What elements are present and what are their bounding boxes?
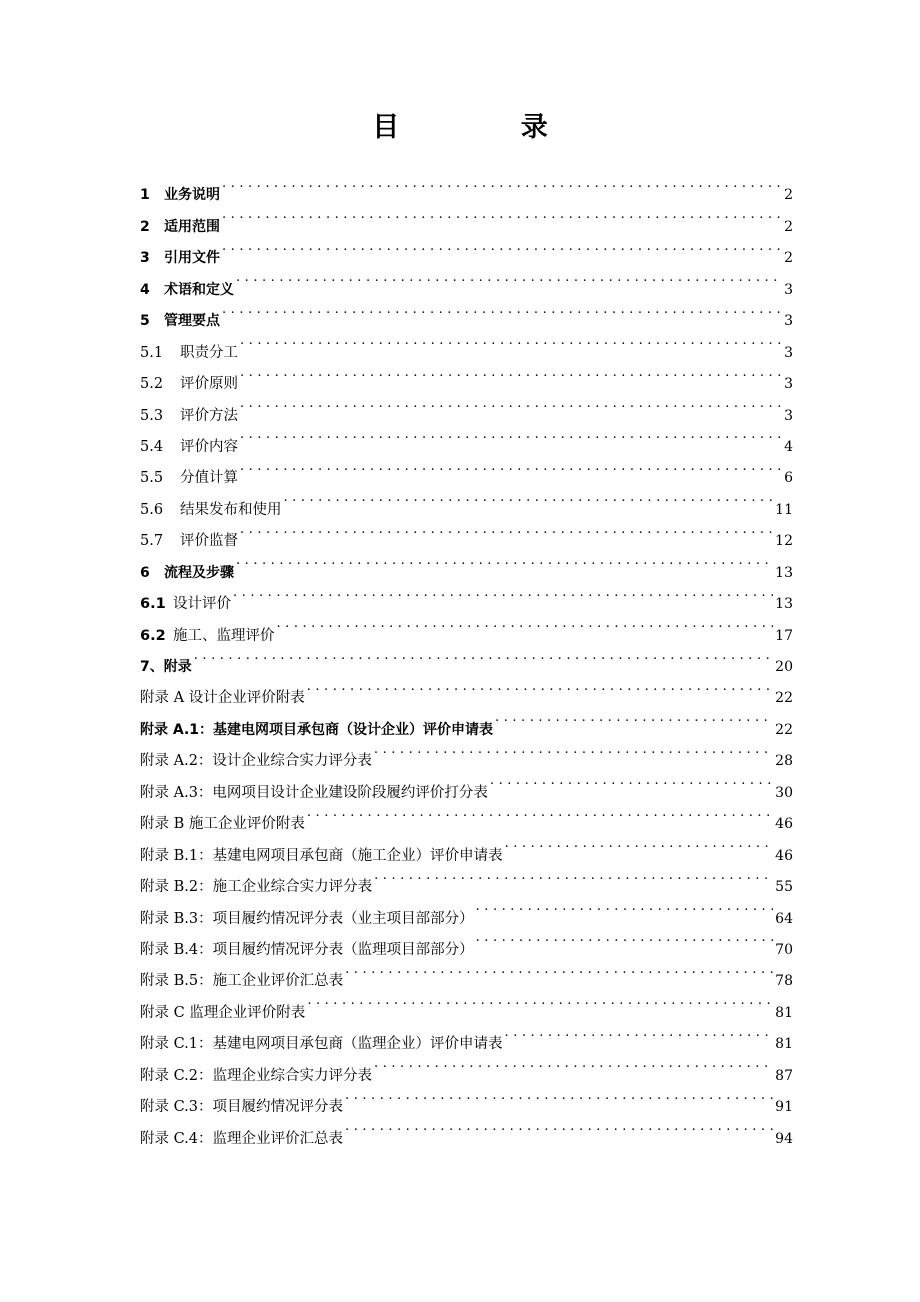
toc-entry-label: 附录 C 监理企业评价附表	[140, 1004, 306, 1021]
toc-dot-leader	[236, 262, 782, 293]
toc-entry-label: 附录 A.3：电网项目设计企业建设阶段履约评价打分表	[140, 784, 488, 801]
toc-entry[interactable]	[140, 168, 793, 204]
toc-entry-page-number: 28	[775, 753, 793, 770]
toc-entry-number: 4	[140, 281, 150, 298]
toc-entry-page-number: 2	[784, 187, 793, 204]
toc-entry[interactable]	[140, 294, 793, 330]
toc-entry-label: 附录 B 施工企业评价附表	[140, 816, 305, 833]
toc-dot-leader	[495, 702, 773, 733]
toc-dot-leader	[240, 388, 782, 419]
toc-dot-leader	[277, 608, 774, 639]
toc-dot-leader	[240, 514, 773, 545]
toc-entry-number: 3	[140, 250, 150, 267]
toc-entry[interactable]	[140, 608, 793, 644]
toc-entry-page-number: 6	[784, 470, 793, 487]
toc-entry-label: 附录 B.1：基建电网项目承包商（施工企业）评价申请表	[140, 847, 503, 864]
toc-entry-label: 评价原则	[180, 376, 238, 393]
toc-dot-leader	[222, 294, 782, 325]
toc-dot-leader	[345, 954, 773, 985]
toc-entry-label: 附录 C.3：项目履约情况评分表	[140, 1099, 344, 1116]
toc-entry-page-number: 94	[775, 1130, 793, 1147]
toc-entry-page-number: 81	[775, 1004, 793, 1021]
toc-entry-label: 职责分工	[180, 344, 238, 361]
toc-entry-label: 附录 B.3：项目履约情况评分表（业主项目部部分）	[140, 910, 474, 927]
toc-entry-label: 附录 B.5：施工企业评价汇总表	[140, 973, 344, 990]
toc-entry-label: 引用文件	[164, 250, 220, 267]
toc-dot-leader	[374, 734, 773, 765]
toc-entry-page-number: 30	[775, 784, 793, 801]
toc-dot-leader	[345, 1080, 773, 1111]
toc-dot-leader	[374, 860, 773, 891]
toc-entry-page-number: 81	[775, 1036, 793, 1053]
toc-entry-label: 管理要点	[164, 313, 220, 330]
toc-entry-page-number: 4	[784, 438, 793, 455]
toc-entry-number: 5.2	[140, 376, 164, 393]
toc-entry-label: 附录 C.1：基建电网项目承包商（监理企业）评价申请表	[140, 1036, 503, 1053]
toc-entry-page-number: 2	[784, 218, 793, 235]
toc-entry-page-number: 3	[784, 313, 793, 330]
toc-dot-leader	[505, 1017, 774, 1048]
toc-entry-label: 适用范围	[164, 218, 220, 235]
toc-dot-leader	[233, 577, 773, 608]
toc-entry-label: 附录 C.4：监理企业评价汇总表	[140, 1130, 344, 1147]
toc-entry-number: 1	[140, 187, 150, 204]
toc-entry-page-number: 78	[775, 973, 793, 990]
toc-entry-number: 6.2	[140, 627, 166, 644]
toc-dot-leader	[505, 828, 774, 859]
toc-dot-leader	[476, 891, 774, 922]
toc-entry[interactable]	[140, 231, 793, 267]
toc-dot-leader	[194, 640, 773, 671]
toc-entry-page-number: 64	[775, 910, 793, 927]
toc-dot-leader	[307, 671, 773, 702]
toc-entry-label: 评价方法	[180, 407, 238, 424]
page-title: 目 录	[372, 112, 604, 143]
table-of-contents	[140, 168, 793, 1147]
toc-entry[interactable]	[140, 262, 793, 298]
toc-entry-number: 5	[140, 313, 150, 330]
toc-entry-page-number: 3	[784, 376, 793, 393]
toc-entry-page-number: 17	[775, 627, 793, 644]
toc-entry[interactable]	[140, 577, 793, 613]
toc-entry-page-number: 3	[784, 281, 793, 298]
toc-dot-leader	[240, 325, 782, 356]
toc-dot-leader	[240, 451, 782, 482]
toc-dot-leader	[490, 765, 773, 796]
toc-entry-number: 5.3	[140, 407, 164, 424]
toc-dot-leader	[222, 231, 782, 262]
toc-entry-number: 5.5	[140, 470, 164, 487]
toc-entry-number: 6	[140, 564, 150, 581]
toc-dot-leader	[222, 199, 782, 230]
toc-entry-label: 7、附录	[140, 659, 192, 675]
toc-entry[interactable]	[140, 325, 793, 361]
toc-entry-label: 附录 A 设计企业评价附表	[140, 690, 305, 707]
toc-entry-number: 2	[140, 218, 150, 235]
toc-entry-page-number: 22	[775, 690, 793, 707]
toc-dot-leader	[345, 1111, 773, 1142]
toc-entry-label: 附录 C.2：监理企业综合实力评分表	[140, 1067, 373, 1084]
toc-entry-label: 分值计算	[180, 470, 238, 487]
toc-entry-page-number: 91	[775, 1099, 793, 1116]
toc-entry-page-number: 20	[775, 659, 793, 675]
toc-dot-leader	[240, 357, 782, 388]
toc-entry-page-number: 11	[775, 501, 793, 518]
toc-entry-label: 附录 B.4：项目履约情况评分表（监理项目部部分）	[140, 941, 474, 958]
toc-dot-leader	[240, 420, 782, 451]
toc-entry-page-number: 22	[775, 721, 793, 738]
toc-dot-leader	[307, 797, 773, 828]
toc-entry-page-number: 46	[775, 816, 793, 833]
toc-entry-label: 术语和定义	[164, 281, 234, 298]
toc-entry-label: 附录 B.2：施工企业综合实力评分表	[140, 879, 373, 896]
toc-dot-leader	[476, 923, 774, 954]
toc-entry[interactable]	[140, 545, 793, 581]
toc-entry-number: 5.6	[140, 501, 164, 518]
toc-entry[interactable]	[140, 640, 793, 675]
toc-entry-page-number: 13	[775, 596, 793, 613]
toc-entry-page-number: 13	[775, 564, 793, 581]
toc-dot-leader	[374, 1048, 773, 1079]
toc-entry-label: 设计评价	[173, 596, 231, 613]
toc-entry-label: 附录 A.2：设计企业综合实力评分表	[140, 753, 372, 770]
toc-entry-label: 业务说明	[164, 187, 220, 204]
toc-dot-leader	[222, 168, 782, 199]
toc-entry-page-number: 70	[775, 941, 793, 958]
toc-entry-label: 评价监督	[180, 533, 238, 550]
toc-entry-number: 5.1	[140, 344, 164, 361]
toc-entry-page-number: 3	[784, 344, 793, 361]
toc-entry-page-number: 46	[775, 847, 793, 864]
toc-entry-page-number: 55	[775, 879, 793, 896]
toc-entry-label: 流程及步骤	[164, 564, 234, 581]
toc-entry-label: 评价内容	[180, 438, 238, 455]
toc-entry-number: 6.1	[140, 596, 166, 613]
toc-dot-leader	[236, 545, 773, 576]
toc-dot-leader	[307, 985, 773, 1016]
toc-entry[interactable]	[140, 671, 793, 707]
toc-entry[interactable]	[140, 199, 793, 235]
toc-entry-number: 5.7	[140, 533, 164, 550]
toc-entry-label: 施工、监理评价	[173, 627, 275, 644]
toc-entry-page-number: 3	[784, 407, 793, 424]
toc-dot-leader	[284, 482, 774, 513]
toc-entry-page-number: 2	[784, 250, 793, 267]
toc-entry-page-number: 87	[775, 1067, 793, 1084]
toc-entry-label: 附录 A.1：基建电网项目承包商（设计企业）评价申请表	[140, 721, 494, 738]
toc-entry-number: 5.4	[140, 438, 164, 455]
toc-entry-page-number: 12	[775, 533, 793, 550]
toc-entry-label: 结果发布和使用	[180, 501, 282, 518]
